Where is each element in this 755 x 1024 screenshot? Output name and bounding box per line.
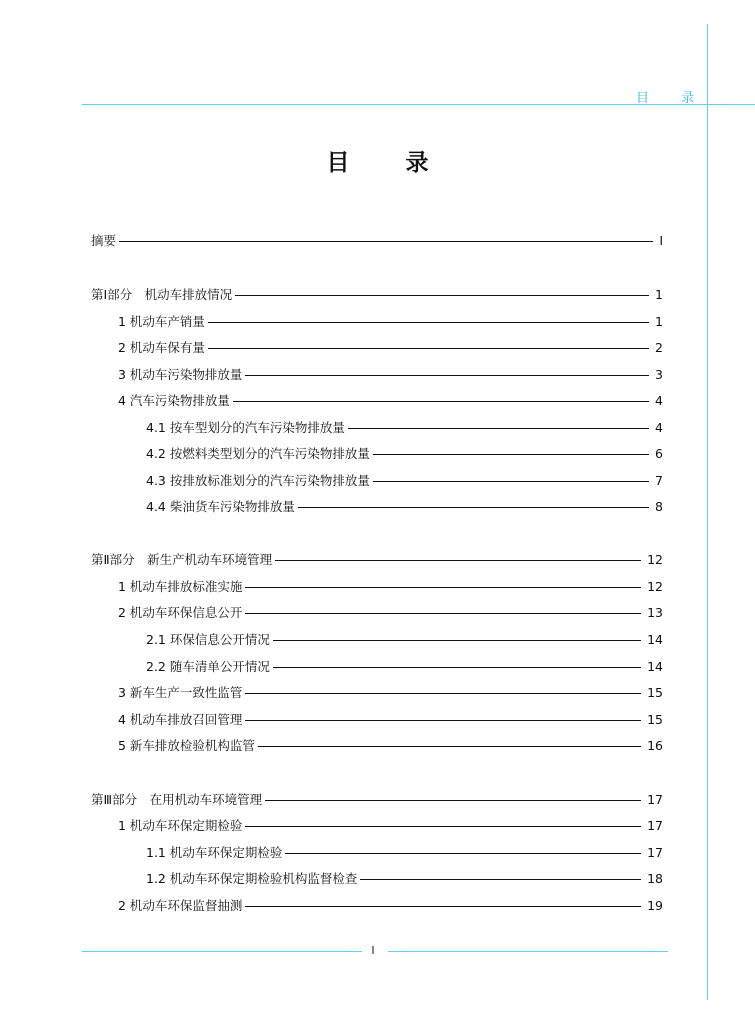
toc-entry[interactable] bbox=[91, 792, 663, 808]
toc-entry-label: 第Ⅲ部分 在用机动车环境管理 bbox=[91, 792, 263, 807]
toc-page-number: 12 bbox=[647, 579, 663, 594]
toc-entry-label: 摘要 bbox=[91, 233, 117, 248]
toc-leader-line bbox=[245, 720, 641, 721]
toc-leader-line bbox=[348, 428, 649, 429]
toc-leader-line bbox=[233, 401, 649, 402]
toc-leader-line bbox=[235, 295, 649, 296]
toc-entry-label: 1.2 机动车环保定期检验机构监督检查 bbox=[146, 871, 358, 886]
toc-entry[interactable] bbox=[146, 420, 663, 436]
toc-entry-label: 3 新车生产一致性监管 bbox=[118, 685, 243, 700]
toc-entry[interactable] bbox=[118, 712, 663, 728]
toc-page-number: 17 bbox=[647, 792, 663, 807]
toc-entry-label: 2 机动车环保监督抽测 bbox=[118, 898, 243, 913]
toc-leader-line bbox=[373, 481, 649, 482]
toc-entry[interactable] bbox=[118, 314, 663, 330]
toc-leader-line bbox=[208, 348, 649, 349]
toc-entry[interactable] bbox=[146, 632, 663, 648]
toc-leader-line bbox=[245, 906, 641, 907]
toc-entry-label: 4 机动车排放召回管理 bbox=[118, 712, 243, 727]
toc-entry[interactable] bbox=[91, 233, 663, 249]
toc-page-number: 16 bbox=[647, 738, 663, 753]
toc-leader-line bbox=[119, 241, 653, 242]
toc-page-number: 1 bbox=[655, 287, 663, 302]
toc-entry[interactable] bbox=[146, 845, 663, 861]
toc-entry-label: 2.2 随车清单公开情况 bbox=[146, 659, 270, 674]
toc-page-number: 13 bbox=[647, 605, 663, 620]
toc-entry[interactable] bbox=[118, 367, 663, 383]
toc-entry[interactable] bbox=[146, 473, 663, 489]
running-header: 目 录 bbox=[636, 91, 709, 106]
toc-entry[interactable] bbox=[118, 393, 663, 409]
toc-leader-line bbox=[275, 560, 641, 561]
toc-entry[interactable] bbox=[118, 685, 663, 701]
toc-page-number: 1 bbox=[655, 314, 663, 329]
toc-page-number: 18 bbox=[647, 871, 663, 886]
toc-entry[interactable] bbox=[118, 340, 663, 356]
toc-page-number: 14 bbox=[647, 632, 663, 647]
toc-leader-line bbox=[373, 454, 649, 455]
toc-entry-label: 1 机动车排放标准实施 bbox=[118, 579, 243, 594]
toc-leader-line bbox=[245, 693, 641, 694]
toc-page-number: 6 bbox=[655, 446, 663, 461]
toc-page-number: 7 bbox=[655, 473, 663, 488]
page-title-right: 录 bbox=[405, 149, 429, 176]
toc-entry-label: 第Ⅰ部分 机动车排放情况 bbox=[91, 287, 233, 302]
toc-entry-label: 4.2 按燃料类型划分的汽车污染物排放量 bbox=[146, 446, 370, 461]
toc-entry-label: 4.1 按车型划分的汽车污染物排放量 bbox=[146, 420, 345, 435]
toc-entry-label: 第Ⅱ部分 新生产机动车环境管理 bbox=[91, 552, 273, 567]
toc-entry-label: 1 机动车环保定期检验 bbox=[118, 818, 243, 833]
toc-entry-label: 2 机动车环保信息公开 bbox=[118, 605, 243, 620]
toc-entry[interactable] bbox=[146, 446, 663, 462]
toc-entry-label: 2 机动车保有量 bbox=[118, 340, 205, 355]
toc-entry-label: 1 机动车产销量 bbox=[118, 314, 205, 329]
toc-page-number: 8 bbox=[655, 499, 663, 514]
toc-page-number: 3 bbox=[655, 367, 663, 382]
toc-leader-line bbox=[245, 826, 641, 827]
toc-leader-line bbox=[265, 800, 641, 801]
toc-page-number: 14 bbox=[647, 659, 663, 674]
toc-entry-label: 5 新车排放检验机构监管 bbox=[118, 738, 255, 753]
toc-entry[interactable] bbox=[146, 659, 663, 675]
toc-leader-line bbox=[245, 375, 649, 376]
toc-entry[interactable] bbox=[91, 552, 663, 568]
toc-entry-label: 4.3 按排放标准划分的汽车污染物排放量 bbox=[146, 473, 370, 488]
toc-leader-line bbox=[298, 507, 649, 508]
toc-page-number: 17 bbox=[647, 845, 663, 860]
toc-entry[interactable] bbox=[91, 287, 663, 303]
toc-entry[interactable] bbox=[118, 605, 663, 621]
toc-entry[interactable] bbox=[146, 499, 663, 515]
toc-entry[interactable] bbox=[118, 818, 663, 834]
toc-page-number: 4 bbox=[655, 393, 663, 408]
toc-entry-label: 1.1 机动车环保定期检验 bbox=[146, 845, 283, 860]
toc-page-number: 17 bbox=[647, 818, 663, 833]
toc-leader-line bbox=[245, 613, 641, 614]
toc-leader-line bbox=[258, 746, 641, 747]
page-title-left: 目 bbox=[326, 149, 350, 176]
toc-page-number: 15 bbox=[647, 712, 663, 727]
toc-leader-line bbox=[208, 322, 649, 323]
toc-leader-line bbox=[273, 667, 641, 668]
toc-entry[interactable] bbox=[118, 898, 663, 914]
toc-leader-line bbox=[273, 640, 641, 641]
toc-page-number: 2 bbox=[655, 340, 663, 355]
footer-page-number: I bbox=[371, 944, 375, 957]
toc-page-number: I bbox=[659, 233, 663, 248]
toc-entry[interactable] bbox=[146, 871, 663, 887]
toc-entry-label: 2.1 环保信息公开情况 bbox=[146, 632, 270, 647]
toc-leader-line bbox=[245, 587, 641, 588]
toc-page-number: 12 bbox=[647, 552, 663, 567]
toc-entry[interactable] bbox=[118, 579, 663, 595]
toc-leader-line bbox=[285, 853, 641, 854]
toc-page-number: 4 bbox=[655, 420, 663, 435]
toc-entry[interactable] bbox=[118, 738, 663, 754]
toc-entry-label: 4 汽车污染物排放量 bbox=[118, 393, 230, 408]
toc-entry-label: 4.4 柴油货车污染物排放量 bbox=[146, 499, 295, 514]
toc-leader-line bbox=[360, 879, 641, 880]
toc-page-number: 15 bbox=[647, 685, 663, 700]
toc-entry-label: 3 机动车污染物排放量 bbox=[118, 367, 243, 382]
toc-page-number: 19 bbox=[647, 898, 663, 913]
